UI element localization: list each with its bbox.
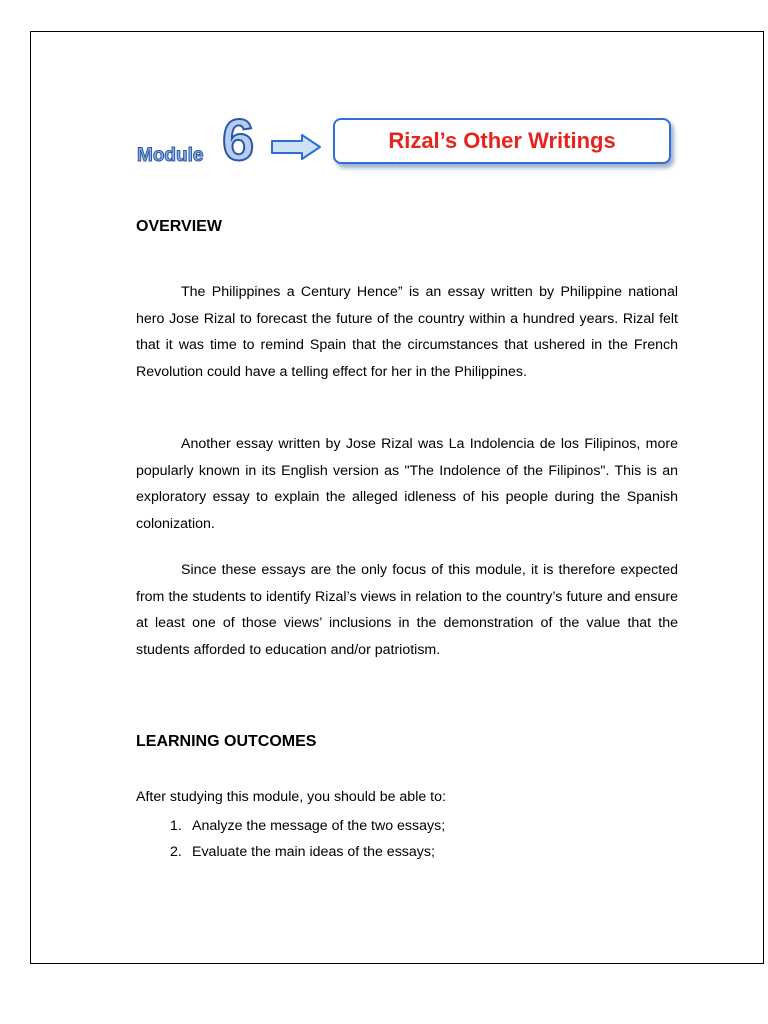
list-item-text: Analyze the message of the two essays; xyxy=(192,818,446,834)
overview-paragraph-3-text: Since these essays are the only focus of this module, it is therefore expected from the students to identify Rizal’s views in relation to the country’s future and ensure at least one of those views’ inclusions in the demonstration of the value that the students afforded to education and/or patriotism. xyxy=(136,562,678,658)
overview-paragraph-3 xyxy=(136,557,678,663)
overview-paragraph-2 xyxy=(136,431,678,537)
learning-outcomes-intro: After studying this module, you should be able to: xyxy=(136,789,446,805)
module-word: Module xyxy=(137,145,204,166)
list-item-number: 2. xyxy=(170,844,182,860)
module-number: 6 xyxy=(222,108,255,173)
learning-outcomes-list xyxy=(170,813,445,865)
module-title: Rizal’s Other Writings xyxy=(388,128,616,153)
overview-paragraph-1-text: The Philippines a Century Hence” is an essay written by Philippine national hero Jose Rizal to forecast the future of the country within a hundred years. Rizal felt that it was time to remind Spain that the circumstances that ushered in the French Revolution could have a telling effect for her in the Philippines. xyxy=(136,284,678,380)
list-item xyxy=(170,813,445,839)
module-header xyxy=(134,108,674,173)
list-item-text: Evaluate the main ideas of the essays; xyxy=(192,844,435,860)
list-item xyxy=(170,839,445,865)
overview-heading: OVERVIEW xyxy=(136,218,222,235)
module-title-box xyxy=(333,118,671,164)
overview-paragraph-1 xyxy=(136,279,678,385)
right-arrow-icon xyxy=(270,134,322,160)
overview-paragraph-2-text: Another essay written by Jose Rizal was La Indolencia de los Filipinos, more popularly known in its English version as "The Indolence of the Filipinos". This is an exploratory essay to explain the alleged idleness of his people during the Spanish colonization. xyxy=(136,436,678,532)
list-item-number: 1. xyxy=(170,818,182,834)
learning-outcomes-heading: LEARNING OUTCOMES xyxy=(136,733,317,750)
